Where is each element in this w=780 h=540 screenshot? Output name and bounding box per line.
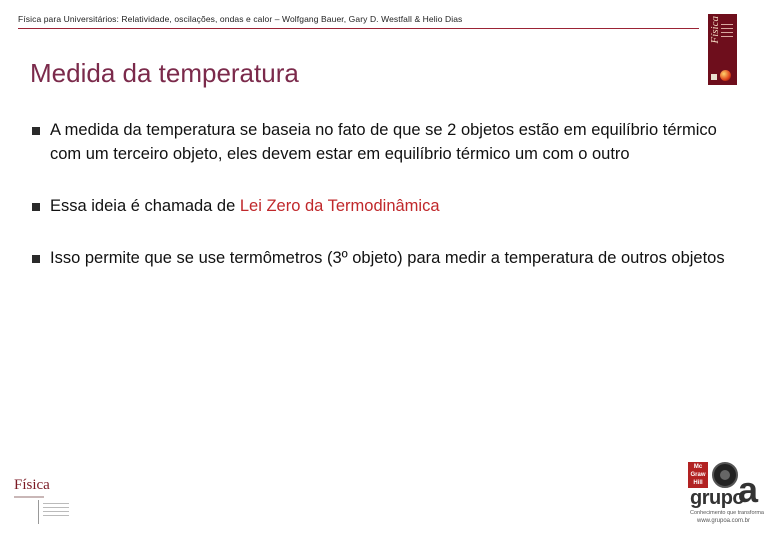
cover-publisher-mark: [711, 74, 717, 80]
footer-logo-text-lines: [38, 500, 76, 524]
header-divider: [18, 28, 699, 29]
footer-book-logo: [14, 478, 78, 528]
bullet-item: [30, 246, 745, 270]
cover-illustration: [720, 70, 731, 81]
square-bullet-icon: [32, 255, 40, 263]
bullet-text: Isso permite que se use termômetros (3º objeto) para medir a temperatura de outros objetos: [50, 249, 725, 267]
highlighted-term: Lei Zero da Termodinâmica: [239, 197, 440, 215]
header-citation: Física para Universitários: Relatividade, oscilações, ondas e calor – Wolfgang Bauer, Gary D. Westfall & Helio Dias: [18, 14, 463, 24]
bullet-text: A medida da temperatura se baseia no fato de que se 2 objetos estão em equilíbrio térmico com um terceiro objeto, eles devem estar em equilíbrio térmico um com o outro: [50, 121, 717, 163]
grupo-a-logo: grupo: [690, 487, 745, 509]
square-bullet-icon: [32, 203, 40, 211]
book-cover-image: [708, 14, 737, 85]
grupo-a-url: www.grupoa.com.br: [697, 518, 751, 524]
bullet-item: [30, 118, 745, 166]
footer-logo-rule: [14, 496, 44, 498]
slide-title: Medida da temperatura: [30, 58, 299, 88]
bullet-item: [30, 194, 745, 218]
footer-book-title: Física: [14, 477, 50, 493]
grupo-a-tagline: Conhecimento que transforma: [690, 510, 764, 516]
mcgraw-hill-logo: Mc Graw Hill: [688, 462, 708, 488]
grupo-a-letter: a: [738, 469, 759, 510]
cover-text-lines: [721, 24, 733, 40]
bullet-list: [30, 118, 745, 270]
cover-title: Física: [709, 16, 721, 44]
publisher-seal-icon: [712, 462, 738, 488]
bullet-text: Essa ideia é chamada de: [50, 197, 240, 215]
square-bullet-icon: [32, 127, 40, 135]
